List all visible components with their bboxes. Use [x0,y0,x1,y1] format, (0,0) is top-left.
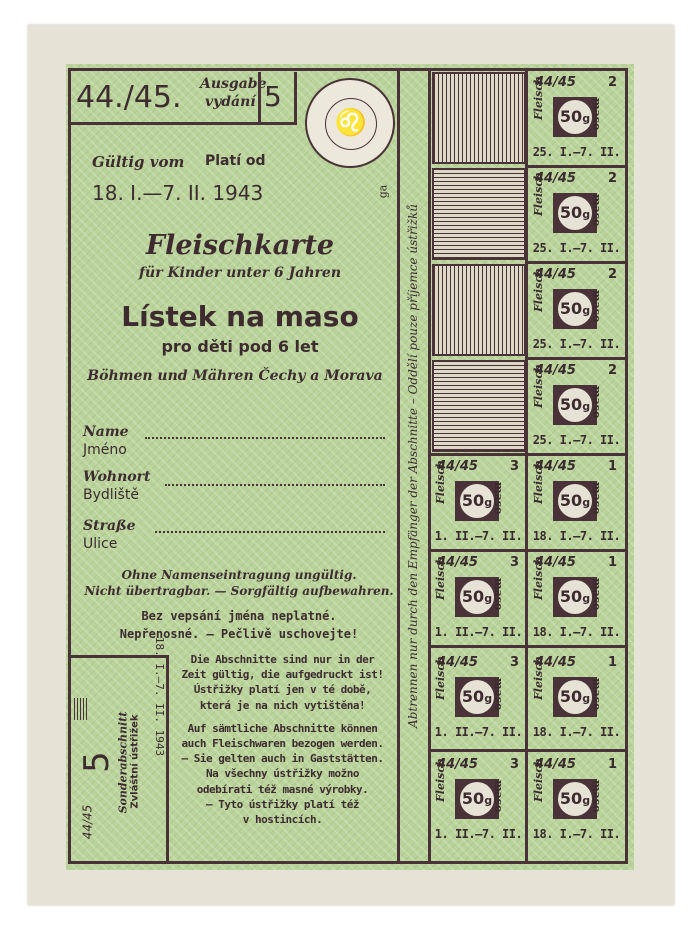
coupon-number: 3 [509,459,519,474]
coupon-number: 2 [607,171,617,186]
coupon-label-de: Fleisch [532,267,545,312]
rules-line: Die Abschnitte sind nur in der [190,653,375,666]
coupon-unit: g [484,692,493,705]
meat-coupon-l2[interactable] [431,552,526,645]
border-top [68,68,628,71]
coupon-dates: 25. I.–7. II. [532,145,621,159]
stub-dates: 18. I.–7. II. 1943 [153,636,167,757]
divider-main [397,68,400,864]
meat-coupon-r1[interactable] [529,72,624,165]
used-stub-3 [432,264,526,356]
coupon-amount: 50 [461,687,485,706]
coupon-amount: 50 [559,687,583,706]
coupon-label-de: Fleisch [434,555,447,600]
coupon-label-cs: maso [590,290,603,323]
meat-coupon-r5[interactable] [529,456,624,549]
field-street-label-de: Straße [83,518,136,534]
coupon-label-cs: maso [590,194,603,227]
coupon-unit: g [484,794,493,807]
field-address-line[interactable] [165,484,385,486]
meat-coupon-l4[interactable] [431,754,526,847]
coupon-issue: 44/45 [535,267,576,282]
coupon-label-cs: maso [590,780,603,813]
field-street-label-cs: Ulice [83,536,118,552]
used-stub-4 [432,360,526,452]
rules-line: Na všechny ústřižky možno [205,767,360,781]
stub-barcode [74,698,88,720]
coupon-dates: 25. I.–7. II. [532,337,621,351]
coupon-unit: g [582,304,591,317]
coupon-amount: 50 [461,587,485,606]
coupon-row-line [429,749,627,752]
rules-line: auch Fleischwaren bezogen werden. [181,737,384,751]
rules-line: Ústřižky platí jen v té době, [193,683,372,697]
coupon-label-cs: maso [492,678,505,711]
rules-text [170,652,395,827]
coupon-label-de: Fleisch [434,655,447,700]
used-stub-2 [432,168,526,260]
coupon-issue: 44/45 [535,363,576,378]
coupon-issue: 44/45 [535,459,576,474]
coupon-number: 2 [607,75,617,90]
rules-line: odebírati též masné výrobky. [196,782,369,796]
coupon-dates: 18. I.–7. II. [532,625,621,639]
field-address-label-de: Wohnort [83,469,151,485]
coupon-unit: g [484,592,493,605]
notice-de-1: Ohne Namenseintragung ungültig. [121,568,357,582]
stub-right-border [166,655,169,863]
issue-label-de: Ausgabe [200,76,267,92]
validity-label-cs: Platí od [205,153,266,169]
coupon-number: 1 [607,757,617,772]
border-bottom [68,861,628,864]
coupon-number: 3 [509,757,519,772]
coupon-unit: g [582,400,591,413]
coupon-unit: g [582,112,591,125]
rules-line: která je na nich vytištěna! [199,698,366,712]
stub-number: 5 [76,751,117,773]
coupon-unit: g [484,496,493,509]
coupon-dates: 25. I.–7. II. [532,241,621,255]
coupon-unit: g [582,592,591,605]
coupon-dates: 18. I.–7. II. [532,725,621,739]
coupon-label-de: Fleisch [532,459,545,504]
meat-coupon-r4[interactable] [529,360,624,453]
validity-label-de: Gültig vom [92,153,185,171]
lion-emblem-icon: ♌ [334,108,368,138]
field-name-label-cs: Jméno [83,442,127,458]
coupon-amount: 50 [559,395,583,414]
coupon-dates: 1. II.–7. II. [434,827,523,841]
issue-number: 5 [264,80,282,113]
meat-coupon-r7[interactable] [529,652,624,745]
coupon-issue: 44/45 [437,555,478,570]
coupon-dates: 25. I.–7. II. [532,433,621,447]
coupon-label-cs: maso [492,780,505,813]
meat-coupon-l3[interactable] [431,652,526,745]
rules-line: — Tyto ústřižky platí též [205,797,360,811]
coupon-issue: 44/45 [535,757,576,772]
ministry-seal [305,78,395,168]
stub-label-de: Sonderabschnitt [116,711,130,814]
coupon-dates: 18. I.–7. II. [532,827,621,841]
title-de: Fleischkarte [145,230,335,261]
coupon-number: 1 [607,459,617,474]
field-name-line[interactable] [145,437,385,439]
notice-cs-2: Nepřenosné. — Pečlivě uschovejte! [119,627,359,641]
issue-number-text: 44./45. [76,80,182,115]
cut-note: Abtrennen nur durch den Empfänger der Abschnitte – Oddělí pouze příjemce ústřižků [406,204,420,728]
issue-label-cs: vydání [205,94,256,110]
coupon-dates: 1. II.–7. II. [434,625,523,639]
coupon-issue: 44/45 [437,757,478,772]
coupon-unit: g [582,794,591,807]
coupon-issue: 44/45 [535,75,576,90]
field-street-line[interactable] [155,531,385,533]
coupon-amount: 50 [559,789,583,808]
coupon-label-cs: maso [590,678,603,711]
coupon-label-cs: maso [590,578,603,611]
coupon-label-de: Fleisch [532,171,545,216]
meat-coupon-r8[interactable] [529,754,624,847]
coupon-number: 1 [607,655,617,670]
coupon-number: 2 [607,363,617,378]
meat-coupon-r6[interactable] [529,552,624,645]
used-stub-1 [432,72,526,164]
coupon-issue: 44/45 [535,171,576,186]
coupon-amount: 50 [559,299,583,318]
meat-coupon-l1[interactable] [431,456,526,549]
coupon-dates: 1. II.–7. II. [434,725,523,739]
coupon-label-cs: maso [492,482,505,515]
meat-coupon-r2[interactable] [529,168,624,261]
field-address-label-cs: Bydliště [83,487,139,503]
coupon-label-cs: maso [590,482,603,515]
field-name-label-de: Name [83,424,129,440]
coupon-label-de: Fleisch [532,655,545,700]
rules-line: Zeit gültig, die aufgedruckt ist! [181,668,384,682]
coupon-issue: 44/45 [437,459,478,474]
coupon-issue: 44/45 [535,655,576,670]
border-right [625,68,628,864]
rules-line: — Sie gelten auch in Gaststätten. [181,752,384,766]
coupon-issue: 44/45 [535,555,576,570]
stub-label-cs: Zvláštní ústřižek [129,714,141,809]
coupon-dates: 18. I.–7. II. [532,529,621,543]
coupon-unit: g [582,496,591,509]
title-cs-sub: pro děti pod 6 let [161,337,319,356]
rules-line: Auf sämtliche Abschnitte können [187,721,378,735]
coupon-number: 3 [509,655,519,670]
coupon-label-de: Fleisch [532,75,545,120]
coupon-unit: g [582,692,591,705]
region-text: Böhmen und Mähren Čechy a Morava [87,368,383,384]
coupon-amount: 50 [461,789,485,808]
meat-coupon-r3[interactable] [529,264,624,357]
coupon-issue: 44/45 [437,655,478,670]
notice-de-2: Nicht übertragbar. — Sorgfältig aufbewahren. [84,584,394,598]
coupon-label-de: Fleisch [434,757,447,802]
coupon-dates: 1. II.–7. II. [434,529,523,543]
coupon-unit: g [582,208,591,221]
coupon-label-cs: maso [492,578,505,611]
coupon-number: 3 [509,555,519,570]
corner-mark: ga [376,184,390,199]
rules-line: v hostincích. [242,813,323,827]
title-cs: Lístek na maso [121,300,359,333]
coupon-row-line [429,645,627,648]
border-left [68,68,71,864]
coupon-amount: 50 [559,107,583,126]
coupon-number: 1 [607,555,617,570]
notice-cs-1: Bez vepsání jména neplatné. [141,609,337,623]
coupon-amount: 50 [559,203,583,222]
coupon-number: 2 [607,267,617,282]
title-de-sub: für Kinder unter 6 Jahren [139,265,341,281]
stub-issue: 44/45 [80,804,95,840]
coupon-label-cs: maso [590,386,603,419]
coupon-label-cs: maso [590,98,603,131]
coupon-label-de: Fleisch [532,757,545,802]
coupon-label-de: Fleisch [434,459,447,504]
coupon-label-de: Fleisch [532,555,545,600]
coupon-amount: 50 [461,491,485,510]
coupon-label-de: Fleisch [532,363,545,408]
coupon-amount: 50 [559,491,583,510]
validity-dates: 18. I.—7. II. 1943 [92,181,264,205]
coupon-amount: 50 [559,587,583,606]
